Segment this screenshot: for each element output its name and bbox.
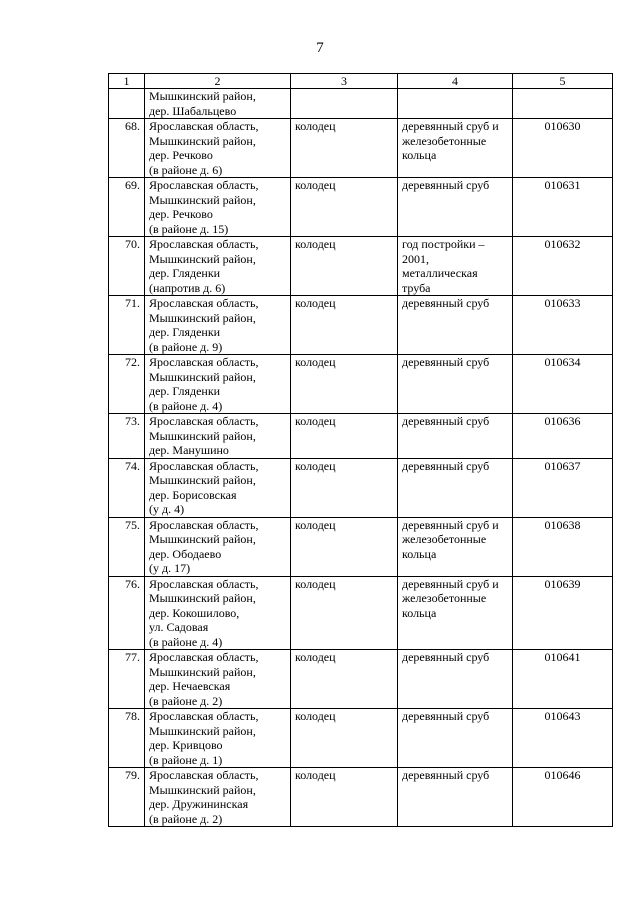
description-cell (398, 709, 513, 768)
description-line: деревянный сруб и (402, 576, 499, 591)
description-cell (398, 414, 513, 459)
address-line: Ярославская область, (149, 414, 259, 428)
row-number: 72. (109, 355, 145, 414)
description-cell (398, 89, 513, 119)
header-col-5: 5 (513, 74, 613, 89)
address-line: (в районе д. 15) (149, 221, 229, 236)
description-cell (398, 650, 513, 709)
row-number: 76. (109, 576, 145, 650)
address-line: Мышкинский район, (149, 89, 256, 103)
address-line: Мышкинский район, (149, 532, 256, 546)
object-type-cell (291, 89, 398, 119)
table-body (109, 89, 613, 827)
address-line: дер. Нечаевская (149, 679, 231, 693)
header-col-2: 2 (145, 74, 291, 89)
table-row (109, 89, 613, 119)
description-line: труба (402, 280, 431, 295)
table-row (109, 119, 613, 178)
address-line: дер. Речково (149, 148, 213, 162)
description-cell (398, 178, 513, 237)
object-type-cell: колодец (291, 355, 398, 414)
address-line: Мышкинский район, (149, 664, 256, 679)
address-line: (в районе д. 4) (149, 634, 223, 649)
object-type-cell: колодец (291, 650, 398, 709)
description-cell (398, 517, 513, 576)
row-number: 71. (109, 296, 145, 355)
address-cell (145, 355, 291, 414)
address-line: Ярославская область, (149, 178, 259, 192)
address-line: ул. Садовая (149, 620, 209, 634)
row-number: 74. (109, 458, 145, 517)
description-line: железобетонные (402, 532, 487, 546)
address-line: Мышкинский район, (149, 591, 256, 605)
description-line: деревянный сруб (402, 458, 490, 473)
address-line: дер. Гляденки (149, 384, 221, 398)
address-line: Мышкинский район, (149, 251, 256, 266)
address-line: дер. Дружининская (149, 797, 249, 811)
description-cell (398, 119, 513, 178)
address-line: дер. Речково (149, 207, 213, 221)
object-type-cell: колодец (291, 414, 398, 459)
address-line: дер. Манушино (149, 443, 229, 457)
inventory-code-cell: 010633 (513, 296, 613, 355)
address-line: Ярославская область, (149, 650, 259, 664)
header-col-4: 4 (398, 74, 513, 89)
table-row (109, 458, 613, 517)
address-line: (в районе д. 9) (149, 339, 223, 354)
address-line: (в районе д. 1) (149, 752, 223, 767)
address-cell (145, 296, 291, 355)
description-cell (398, 458, 513, 517)
table-row (109, 650, 613, 709)
address-cell (145, 414, 291, 459)
address-line: дер. Шабальцево (149, 103, 237, 118)
object-type-cell: колодец (291, 119, 398, 178)
row-number: 78. (109, 709, 145, 768)
address-cell (145, 517, 291, 576)
address-line: (в районе д. 2) (149, 693, 223, 708)
address-line: Мышкинский район, (149, 473, 256, 487)
description-line: деревянный сруб и (402, 517, 499, 532)
address-line: Ярославская область, (149, 576, 259, 591)
object-type-cell: колодец (291, 178, 398, 237)
row-number: 68. (109, 119, 145, 178)
object-type-cell: колодец (291, 458, 398, 517)
description-line: деревянный сруб (402, 709, 490, 723)
object-type-cell: колодец (291, 768, 398, 827)
inventory-code-cell: 010631 (513, 178, 613, 237)
object-type-cell: колодец (291, 237, 398, 296)
description-line: кольца (402, 605, 437, 620)
address-line: Ярославская область, (149, 517, 259, 532)
address-line: Ярославская область, (149, 119, 259, 133)
address-cell (145, 237, 291, 296)
description-line: деревянный сруб (402, 355, 490, 369)
description-line: железобетонные (402, 133, 487, 148)
address-line: дер. Кривцово (149, 738, 223, 752)
table-row (109, 709, 613, 768)
table-row (109, 296, 613, 355)
description-line: деревянный сруб (402, 296, 490, 310)
address-line: дер. Кокошилово, (149, 605, 240, 620)
description-line: 2001, (402, 251, 429, 266)
address-cell (145, 768, 291, 827)
address-line: (напротив д. 6) (149, 280, 226, 295)
description-line: год постройки – (402, 237, 485, 251)
inventory-code-cell: 010643 (513, 709, 613, 768)
address-line: Мышкинский район, (149, 723, 256, 738)
description-cell (398, 768, 513, 827)
description-line: кольца (402, 546, 437, 561)
inventory-code-cell: 010637 (513, 458, 613, 517)
table-row (109, 355, 613, 414)
description-line: деревянный сруб (402, 178, 490, 192)
inventory-code-cell (513, 89, 613, 119)
description-line: кольца (402, 148, 437, 162)
registry-table (108, 73, 613, 827)
description-line: железобетонные (402, 591, 487, 605)
row-number (109, 89, 145, 119)
table-row (109, 414, 613, 459)
address-line: Ярославская область, (149, 709, 259, 723)
address-line: (в районе д. 4) (149, 398, 223, 413)
address-line: (у д. 4) (149, 502, 185, 516)
row-number: 79. (109, 768, 145, 827)
address-line: Мышкинский район, (149, 133, 256, 148)
address-cell (145, 650, 291, 709)
inventory-code-cell: 010636 (513, 414, 613, 459)
header-col-3: 3 (291, 74, 398, 89)
header-row (109, 74, 613, 89)
address-line: Ярославская область, (149, 768, 259, 782)
address-line: Мышкинский район, (149, 192, 256, 207)
address-cell (145, 119, 291, 178)
table-header (109, 74, 613, 89)
address-cell (145, 89, 291, 119)
address-line: Ярославская область, (149, 237, 259, 251)
address-line: дер. Борисовская (149, 487, 237, 502)
inventory-code-cell: 010634 (513, 355, 613, 414)
row-number: 75. (109, 517, 145, 576)
address-line: (в районе д. 6) (149, 162, 223, 177)
inventory-code-cell: 010630 (513, 119, 613, 178)
page-number: 7 (316, 40, 324, 56)
address-line: Мышкинский район, (149, 310, 256, 325)
address-line: дер. Гляденки (149, 325, 221, 339)
description-cell (398, 355, 513, 414)
row-number: 73. (109, 414, 145, 459)
object-type-cell: колодец (291, 709, 398, 768)
address-line: Мышкинский район, (149, 782, 256, 797)
address-line: Ярославская область, (149, 296, 259, 310)
description-line: металлическая (402, 266, 478, 280)
description-cell (398, 576, 513, 650)
address-line: (в районе д. 2) (149, 811, 223, 826)
description-cell (398, 296, 513, 355)
address-line: дер. Гляденки (149, 266, 221, 280)
row-number: 70. (109, 237, 145, 296)
description-line: деревянный сруб (402, 768, 490, 782)
row-number: 69. (109, 178, 145, 237)
address-cell (145, 458, 291, 517)
address-cell (145, 576, 291, 650)
inventory-code-cell: 010632 (513, 237, 613, 296)
description-line: деревянный сруб (402, 650, 490, 664)
inventory-code-cell: 010641 (513, 650, 613, 709)
table-row (109, 178, 613, 237)
object-type-cell: колодец (291, 296, 398, 355)
description-line: деревянный сруб (402, 414, 490, 428)
address-cell (145, 178, 291, 237)
table-row (109, 576, 613, 650)
address-line: Мышкинский район, (149, 369, 256, 384)
table-row (109, 768, 613, 827)
object-type-cell: колодец (291, 517, 398, 576)
object-type-cell: колодец (291, 576, 398, 650)
description-line: деревянный сруб и (402, 119, 499, 133)
table-row (109, 517, 613, 576)
address-line: Мышкинский район, (149, 428, 256, 443)
address-line: дер. Ободаево (149, 546, 222, 561)
inventory-code-cell: 010638 (513, 517, 613, 576)
inventory-code-cell: 010639 (513, 576, 613, 650)
header-col-1: 1 (109, 74, 145, 89)
row-number: 77. (109, 650, 145, 709)
address-line: Ярославская область, (149, 458, 259, 473)
table-row (109, 237, 613, 296)
address-line: (у д. 17) (149, 561, 191, 575)
address-line: Ярославская область, (149, 355, 259, 369)
description-cell (398, 237, 513, 296)
inventory-code-cell: 010646 (513, 768, 613, 827)
address-cell (145, 709, 291, 768)
